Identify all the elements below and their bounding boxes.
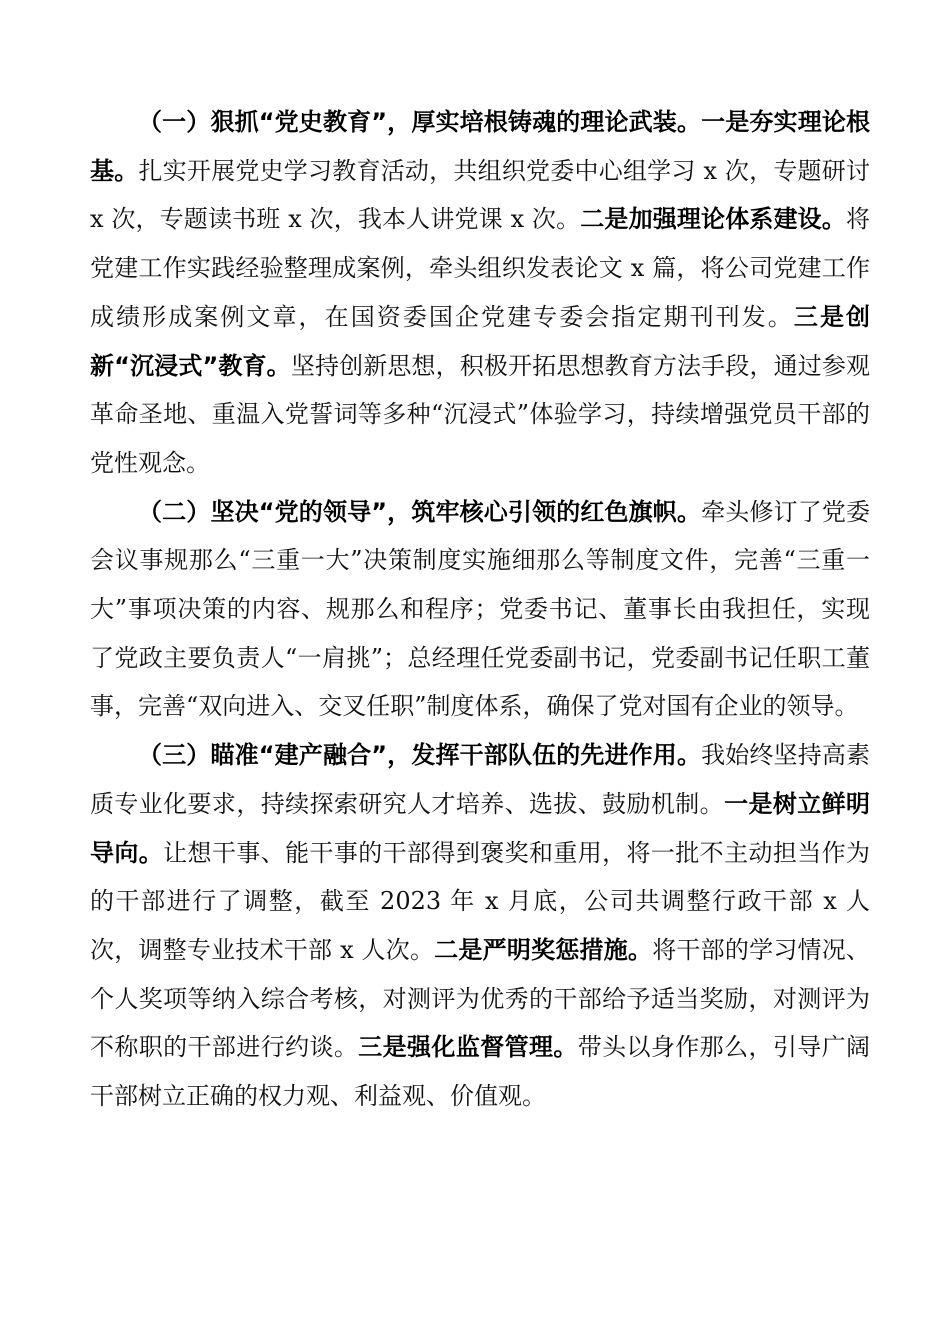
body-text: 坚持创新思想，积极开拓思想教育方法手段，通过参观革命圣地、重温入党誓词等多种“沉浸式”体验学习，持续增强党员干部的党性观念。	[90, 351, 871, 477]
paragraph-party-history-education	[90, 98, 870, 488]
body-text: 将党建工作实践经验整理成案例，牵头组织发表论文 x 篇，将公司党建工作成绩形成案例文章，在国资委国企党建专委会指定期刊刊发。	[90, 205, 870, 331]
body-text: 将干部的学习情况、个人奖项等纳入综合考核，对测评为优秀的干部给予适当奖励，对测评为不称职的干部进行约谈。	[90, 935, 871, 1062]
body-text: 我始终坚持高素质专业化要求，持续探索研究人才培养、选拔、鼓励机制。	[90, 741, 870, 818]
point-heading: 二是严明奖惩措施。	[434, 935, 653, 964]
section-heading: （二）坚决“党的领导”，筑牢核心引领的红色旗帜。	[138, 497, 702, 526]
section-heading: （三）瞄准“建产融合”，发挥干部队伍的先进作用。	[138, 741, 702, 770]
section-heading: （一）狠抓“党史教育”，厚实培根铸魂的理论武装。	[138, 108, 702, 136]
point-heading: 一是夯实理论根基。	[90, 108, 870, 185]
body-text: 让想干事、能干事的干部得到褒奖和重用，将一批不主动担当作为的干部进行了调整，截至 2023 年 x 月底，公司共调整行政干部 x 人次，调整专业技术干部 x 人次。	[90, 838, 871, 964]
point-heading: 三是创新“沉浸式”教育。	[90, 302, 871, 380]
point-heading: 二是加强理论体系建设。	[580, 205, 846, 234]
point-heading: 三是强化监督管理。	[358, 1033, 578, 1062]
point-heading: 一是树立鲜明导向。	[90, 789, 870, 867]
paragraph-cadre-team	[90, 731, 870, 1121]
document-body	[90, 98, 870, 1121]
body-text: 牵头修订了党委会议事规那么“三重一大”决策制度实施细那么等制度文件，完善“三重一大”事项决策的内容、规那么和程序；党委书记、董事长由我担任，实现了党政主要负责人“一肩挑”；总经理任党委副书记，党委副书记任职工董事，完善“双向进入、交叉任职”制度体系，确保了党对国有企业的领导。	[90, 497, 870, 721]
body-text: 带头以身作那么，引导广阔干部树立正确的权力观、利益观、价值观。	[90, 1033, 871, 1111]
paragraph-party-leadership	[90, 488, 870, 732]
body-text: 扎实开展党史学习教育活动，共组织党委中心组学习 x 次，专题研讨 x 次，专题读书班 x 次，我本人讲党课 x 次。	[90, 156, 870, 234]
